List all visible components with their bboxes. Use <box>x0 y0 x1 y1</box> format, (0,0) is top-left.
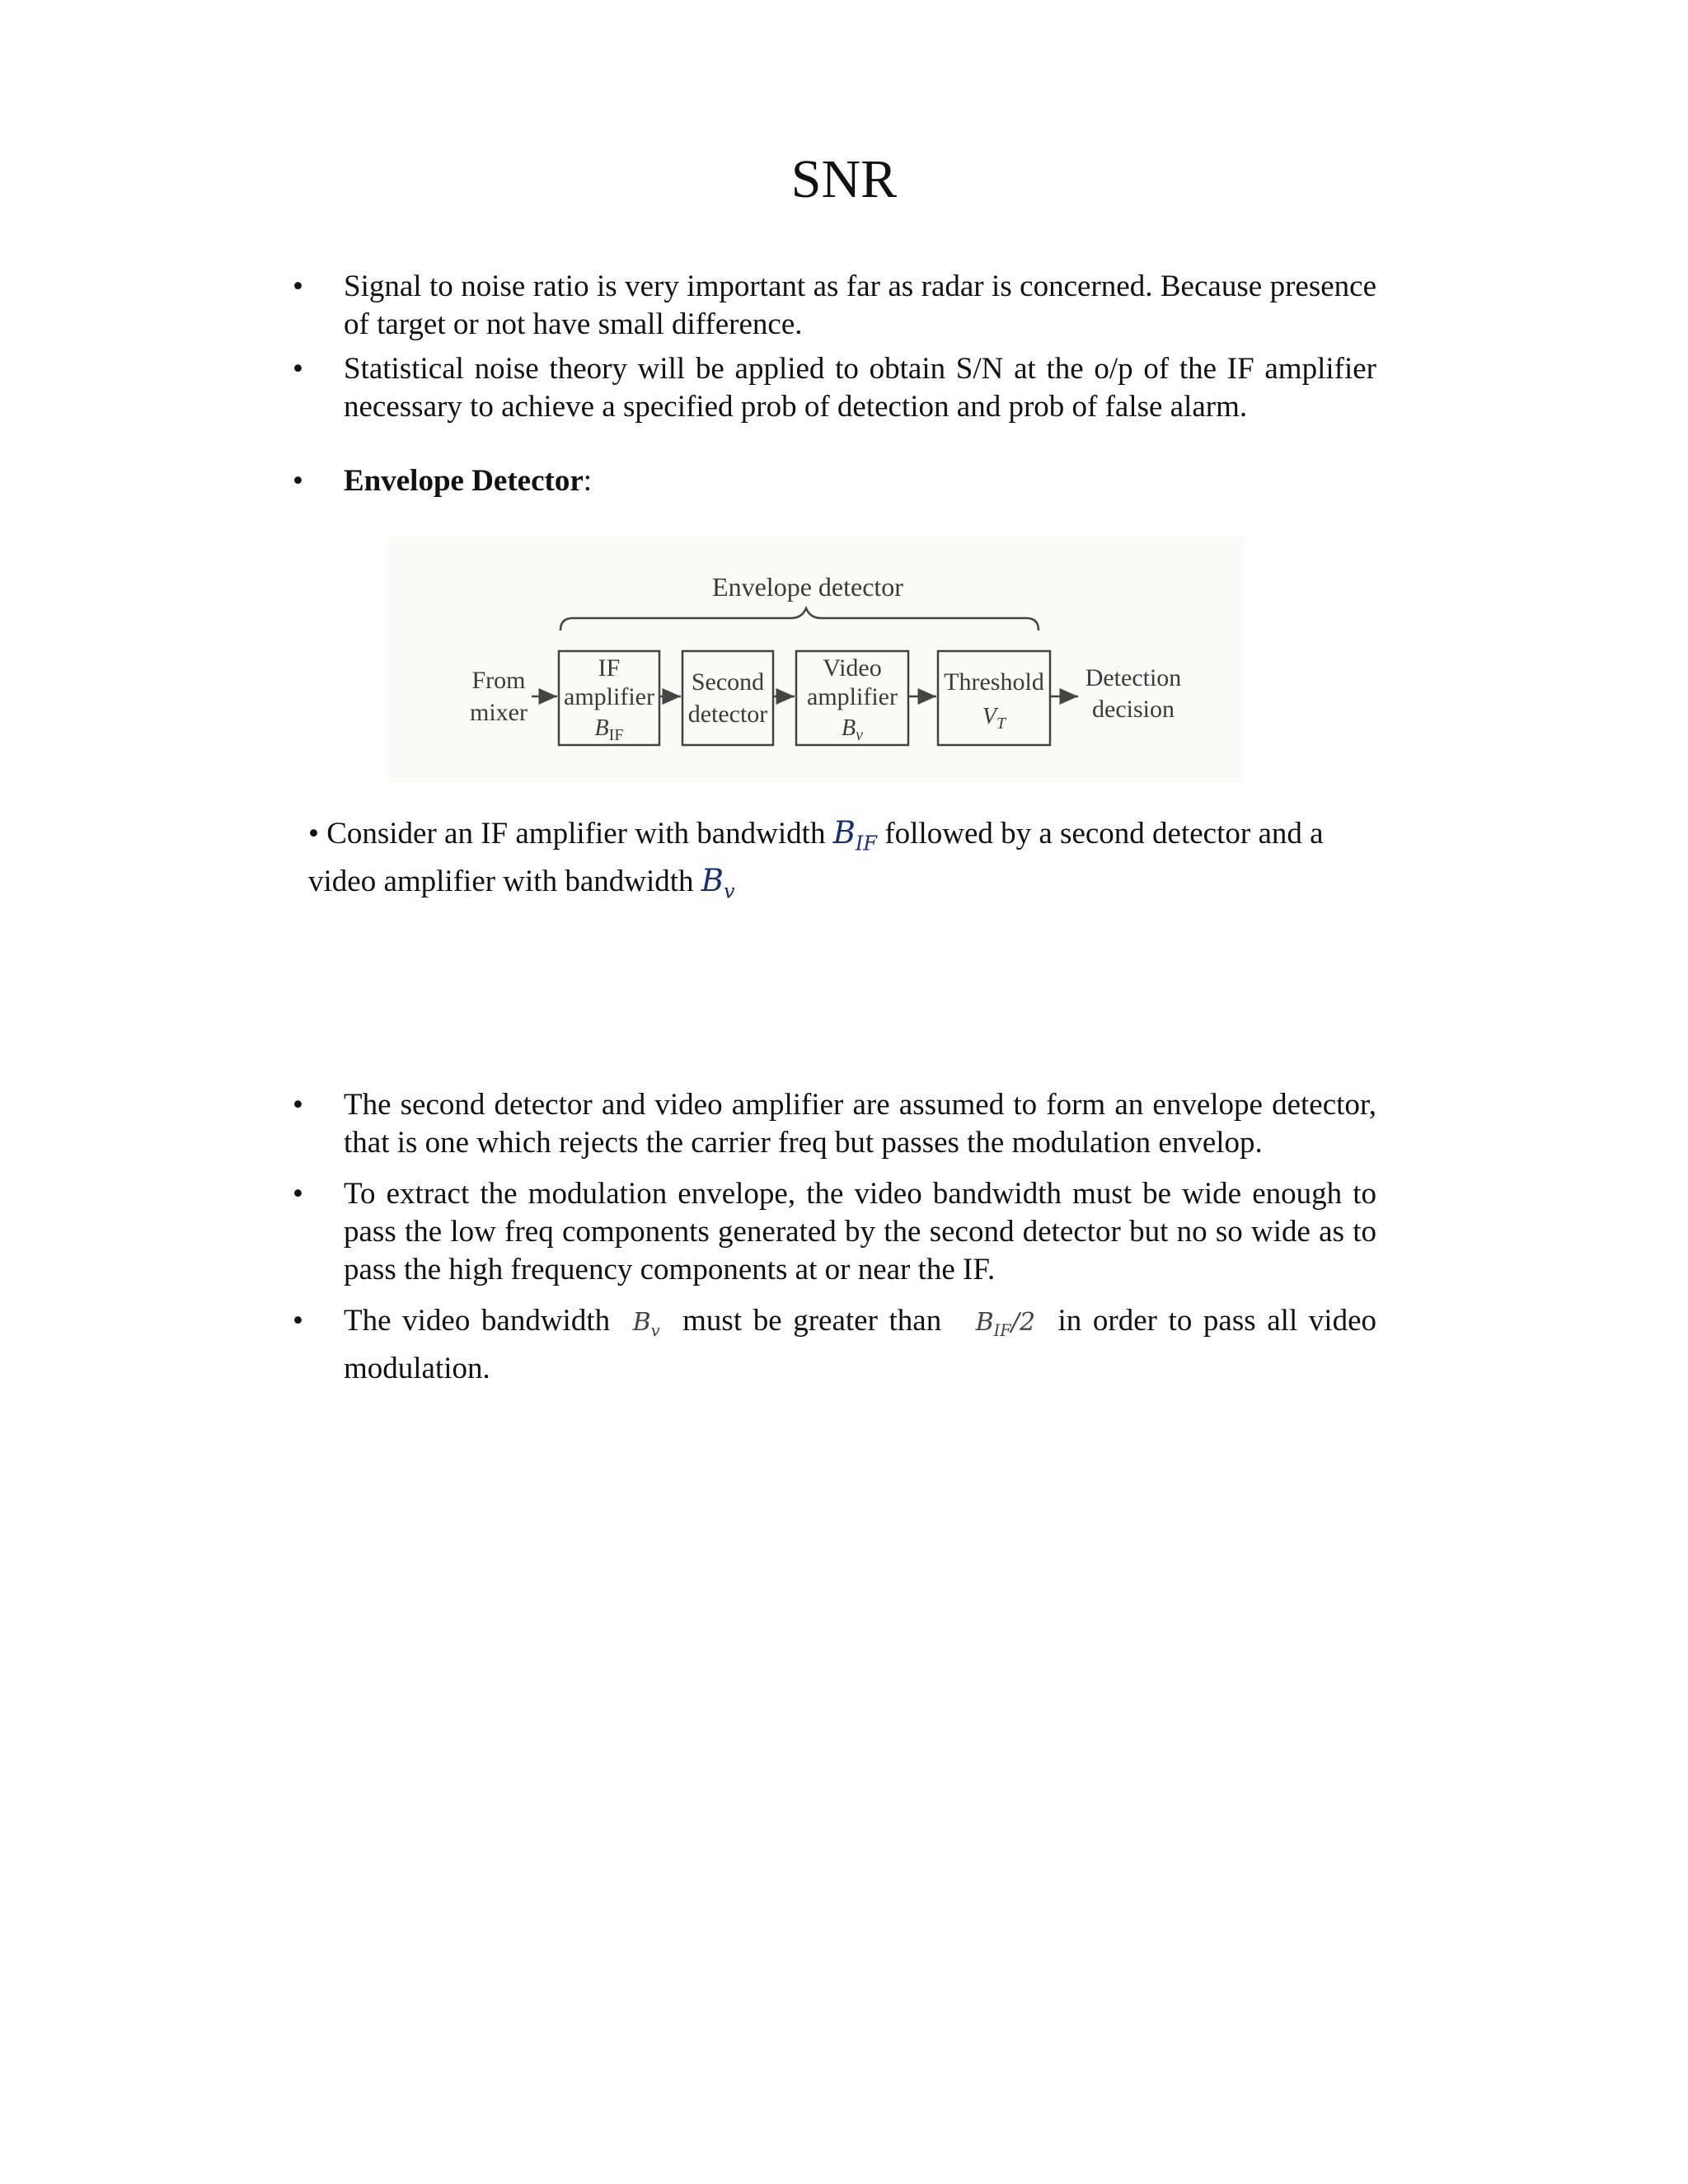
detail-bullets <box>293 1086 1376 1388</box>
bv-symbol: $B_v$ <box>632 1308 660 1340</box>
heading-colon: : <box>583 464 593 498</box>
output-label-line2: decision <box>1092 696 1175 723</box>
envelope-detector-diagram <box>387 536 1245 783</box>
input-label-line2: mixer <box>470 699 528 726</box>
bif-half-symbol: $B_{IF}/2$ <box>975 1308 1036 1340</box>
last-text-b: must be greater than <box>682 1304 942 1338</box>
bullet-snr-importance: • Signal to noise ratio is very important as far as radar is concerned. Because presence of target or not have small difference. <box>293 268 1376 344</box>
last-text-a: The video bandwidth <box>344 1304 611 1338</box>
consider-text-a: • Consider an IF amplifier with bandwidth <box>308 817 826 851</box>
bullet-video-bandwidth <box>293 1302 1376 1388</box>
intro-bullets <box>293 268 1376 500</box>
if-amp-line2: amplifier <box>564 683 654 710</box>
bullet-statistical-noise: • Statistical noise theory will be applied to obtain S/N at the o/p of the IF amplifier necessary to achieve a specified prob of detection and prob of false alarm. <box>293 350 1376 426</box>
b-if-symbol: $B_{IF}$ <box>832 815 878 855</box>
second-det-line1: Second <box>691 668 765 696</box>
video-amp-line3: $B_v$ <box>842 715 863 744</box>
video-amp-line2: amplifier <box>807 683 898 710</box>
b-v-symbol: $B_v$ <box>701 863 735 903</box>
page-title: SNR <box>790 149 898 209</box>
envelope-brace <box>560 608 1039 630</box>
consider-text-b: followed by a second detector and a video amplifier with bandwidth <box>308 817 1324 899</box>
if-amp-line3: $B_{IF}$ <box>594 715 624 744</box>
bullet-envelope-detector <box>293 462 1376 500</box>
block-threshold <box>938 651 1050 745</box>
video-amp-line1: Video <box>823 654 882 682</box>
last-text-c: in order to pass all video modulation. <box>344 1304 1377 1385</box>
output-label-line1: Detection <box>1085 664 1182 691</box>
bullet-extract-envelope: • To extract the modulation envelope, the video bandwidth must be wide enough to pass the low freq components generated by the second detector but no so wide as to pass the high frequency components at or near the IF. <box>293 1175 1376 1289</box>
threshold-line1: Threshold <box>944 668 1044 696</box>
if-amp-line1: IF <box>598 654 621 682</box>
second-det-line2: detector <box>687 701 768 728</box>
block-diagram-svg <box>387 536 1245 783</box>
threshold-line2: $V_T$ <box>982 704 1006 733</box>
consider-paragraph <box>308 814 1396 911</box>
input-label-line1: From <box>471 667 526 694</box>
brace-label: Envelope detector <box>712 572 903 602</box>
block-second-detector <box>682 651 773 745</box>
bullet-envelope-form: • The second detector and video amplifier are assumed to form an envelope detector, that is one which rejects the carrier freq but passes the modulation envelop. <box>293 1086 1376 1162</box>
envelope-detector-heading: Envelope Detector <box>344 464 584 498</box>
